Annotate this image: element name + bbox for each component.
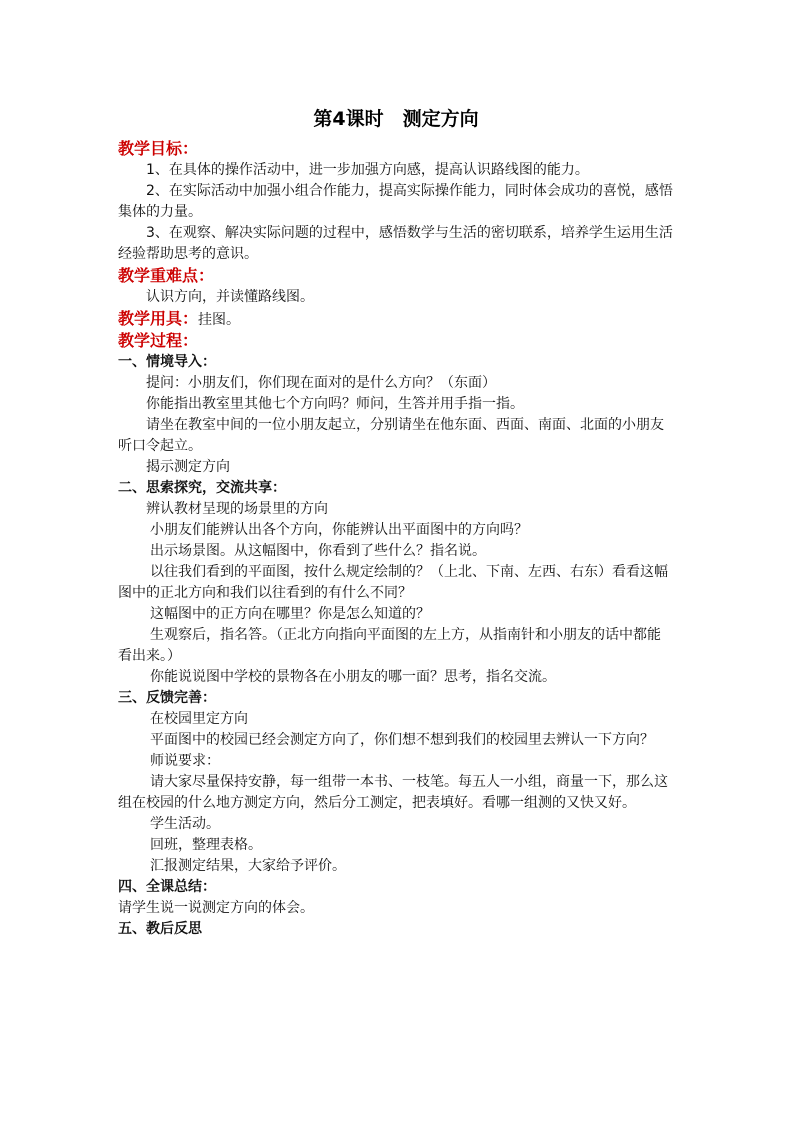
tools-line: [118, 308, 674, 330]
section-2-para: 你能说说图中学校的景物各在小朋友的哪一面？思考，指名交流。: [150, 669, 556, 685]
objective-item-1: 1、在具体的操作活动中，进一步加强方向感，提高认识路线图的能力。: [146, 162, 589, 178]
section-1-para: 请坐在教室中间的一位小朋友起立，分别请坐在他东面、西面、南面、北面的小朋友听口令起立。: [118, 417, 664, 454]
section-1-para: 提问：小朋友们，你们现在面对的是什么方向？（东面）: [146, 375, 496, 391]
objective-item-3: 3、在观察、解决实际问题的过程中，感悟数学与生活的密切联系，培养学生运用生活经验帮助思考的意识。: [118, 225, 673, 262]
section-3-para: 师说要求：: [150, 753, 220, 769]
section-4-para: 请学生说一说测定方向的体会。: [118, 900, 314, 916]
section-heading-5: 五、教后反思: [118, 921, 202, 937]
section-2-para: 以往我们看到的平面图，按什么规定绘制的？（上北、下南、左西、右东）看看这幅图中的正北方向和我们以往看到的有什么不同？: [118, 564, 668, 601]
section-3-para: 回班，整理表格。: [150, 837, 262, 853]
section-3-para: 请大家尽量保持安静，每一组带一本书、一枝笔。每五人一小组，商量一下，那么这组在校园的什么地方测定方向，然后分工测定，把表填好。看哪一组测的又快又好。: [118, 774, 668, 811]
section-3-para: 平面图中的校园已经会测定方向了，你们想不想到我们的校园里去辨认一下方向？: [150, 732, 654, 748]
objectives-heading: 教学目标：: [118, 139, 199, 158]
section-1-para: 你能指出教室里其他七个方向吗？师问，生答并用手指一指。: [146, 396, 524, 412]
section-heading-4: 四、全课总结：: [118, 879, 216, 895]
section-heading-3: 三、反馈完善：: [118, 690, 216, 706]
section-2-para: 出示场景图。从这幅图中，你看到了些什么？指名说。: [150, 543, 486, 559]
section-heading-2: 二、思索探究，交流共享：: [118, 480, 286, 496]
process-heading: 教学过程：: [118, 331, 199, 350]
page-title: 第4课时 测定方向: [313, 108, 479, 130]
key-points-text: 认识方向，并读懂路线图。: [146, 289, 314, 305]
section-2-para: 这幅图中的正方向在哪里？你是怎么知道的？: [150, 606, 430, 622]
tools-text: 挂图。: [198, 312, 241, 328]
section-1-para: 揭示测定方向: [146, 459, 230, 475]
section-3-para: 在校园里定方向: [150, 711, 248, 727]
section-2-para: 小朋友们能辨认出各个方向，你能辨认出平面图中的方向吗？: [150, 522, 528, 538]
section-2-para: 辨认教材呈现的场景里的方向: [146, 501, 328, 517]
objective-item-2: 2、在实际活动中加强小组合作能力，提高实际操作能力，同时体会成功的喜悦，感悟集体的力量。: [118, 183, 673, 220]
section-3-para: 汇报测定结果，大家给予评价。: [150, 858, 346, 874]
key-points-heading: 教学重难点：: [118, 266, 215, 285]
section-heading-1: 一、情境导入：: [118, 354, 216, 370]
section-3-para: 学生活动。: [150, 816, 220, 832]
section-2-para: 生观察后，指名答。（正北方向指向平面图的左上方，从指南针和小朋友的话中都能看出来。）: [118, 627, 661, 664]
tools-heading: 教学用具：: [118, 309, 199, 328]
lesson-plan: [118, 106, 674, 940]
